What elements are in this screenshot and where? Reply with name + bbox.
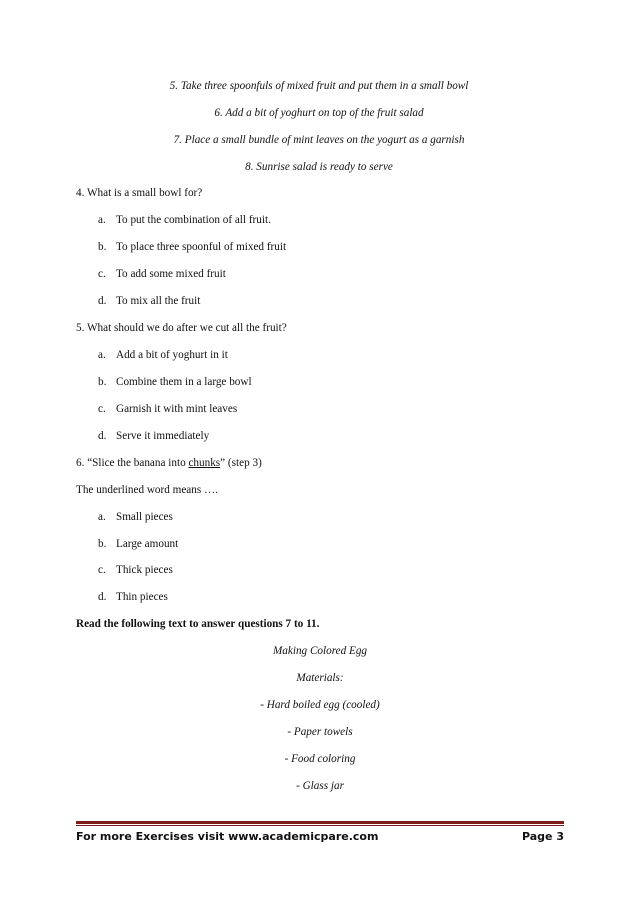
q4-option-b-text: To place three spoonful of mixed fruit: [116, 241, 287, 253]
question-6-suffix: ” (step 3): [220, 457, 262, 469]
footer-rule: [76, 821, 564, 824]
question-6: [76, 456, 262, 470]
step-5: 5. Take three spoonfuls of mixed fruit and put them in a small bowl: [169, 80, 469, 92]
q6-option-c-text: Thick pieces: [116, 564, 173, 576]
reading-instruction: Read the following text to answer questions 7 to 11.: [76, 618, 320, 630]
q6-option-b-text: Large amount: [116, 538, 179, 550]
text-title: Making Colored Egg: [272, 645, 368, 657]
q6-option-b-letter: b.: [98, 538, 107, 550]
q4-option-a-text: To put the combination of all fruit.: [116, 214, 271, 226]
question-6-prompt: The underlined word means ….: [76, 484, 218, 496]
step-6: 6. Add a bit of yoghurt on top of the fruit salad: [214, 107, 424, 119]
q5-option-d-letter: d.: [98, 430, 107, 442]
q5-option-d-text: Serve it immediately: [116, 430, 210, 442]
footer-website-note: For more Exercises visit www.academicpare.com: [76, 830, 379, 843]
q5-option-a-letter: a.: [98, 349, 106, 361]
q4-option-c-letter: c.: [98, 268, 106, 280]
q6-option-c-letter: c.: [98, 564, 106, 576]
q5-option-c-text: Garnish it with mint leaves: [116, 403, 238, 415]
step-7: 7. Place a small bundle of mint leaves on the yogurt as a garnish: [173, 134, 465, 146]
material-item: - Glass jar: [296, 780, 344, 792]
question-4: 4. What is a small bowl for?: [76, 187, 203, 199]
q4-option-d-letter: d.: [98, 295, 107, 307]
question-5: 5. What should we do after we cut all the fruit?: [76, 322, 287, 334]
q4-option-a-letter: a.: [98, 214, 106, 226]
q4-option-d-text: To mix all the fruit: [116, 295, 201, 307]
footer-rule-thin: [76, 825, 564, 826]
q5-option-b-letter: b.: [98, 376, 107, 388]
q4-option-c-text: To add some mixed fruit: [116, 268, 226, 280]
q6-option-d-text: Thin pieces: [116, 591, 168, 603]
material-item: - Paper towels: [287, 726, 353, 738]
q5-option-b-text: Combine them in a large bowl: [116, 376, 252, 388]
step-8: 8. Sunrise salad is ready to serve: [245, 161, 393, 173]
q6-option-a-letter: a.: [98, 511, 106, 523]
q6-option-d-letter: d.: [98, 591, 107, 603]
materials-heading: Materials:: [296, 672, 344, 684]
q5-option-a-text: Add a bit of yoghurt in it: [116, 349, 228, 361]
question-6-prefix: 6. “Slice the banana into: [76, 457, 189, 469]
material-item: - Hard boiled egg (cooled): [260, 699, 380, 711]
question-6-underlined-word: chunks: [188, 457, 221, 469]
footer-page-number: Page 3: [521, 830, 564, 843]
q6-option-a-text: Small pieces: [116, 511, 173, 523]
q4-option-b-letter: b.: [98, 241, 107, 253]
q5-option-c-letter: c.: [98, 403, 106, 415]
material-item: - Food coloring: [284, 753, 356, 765]
